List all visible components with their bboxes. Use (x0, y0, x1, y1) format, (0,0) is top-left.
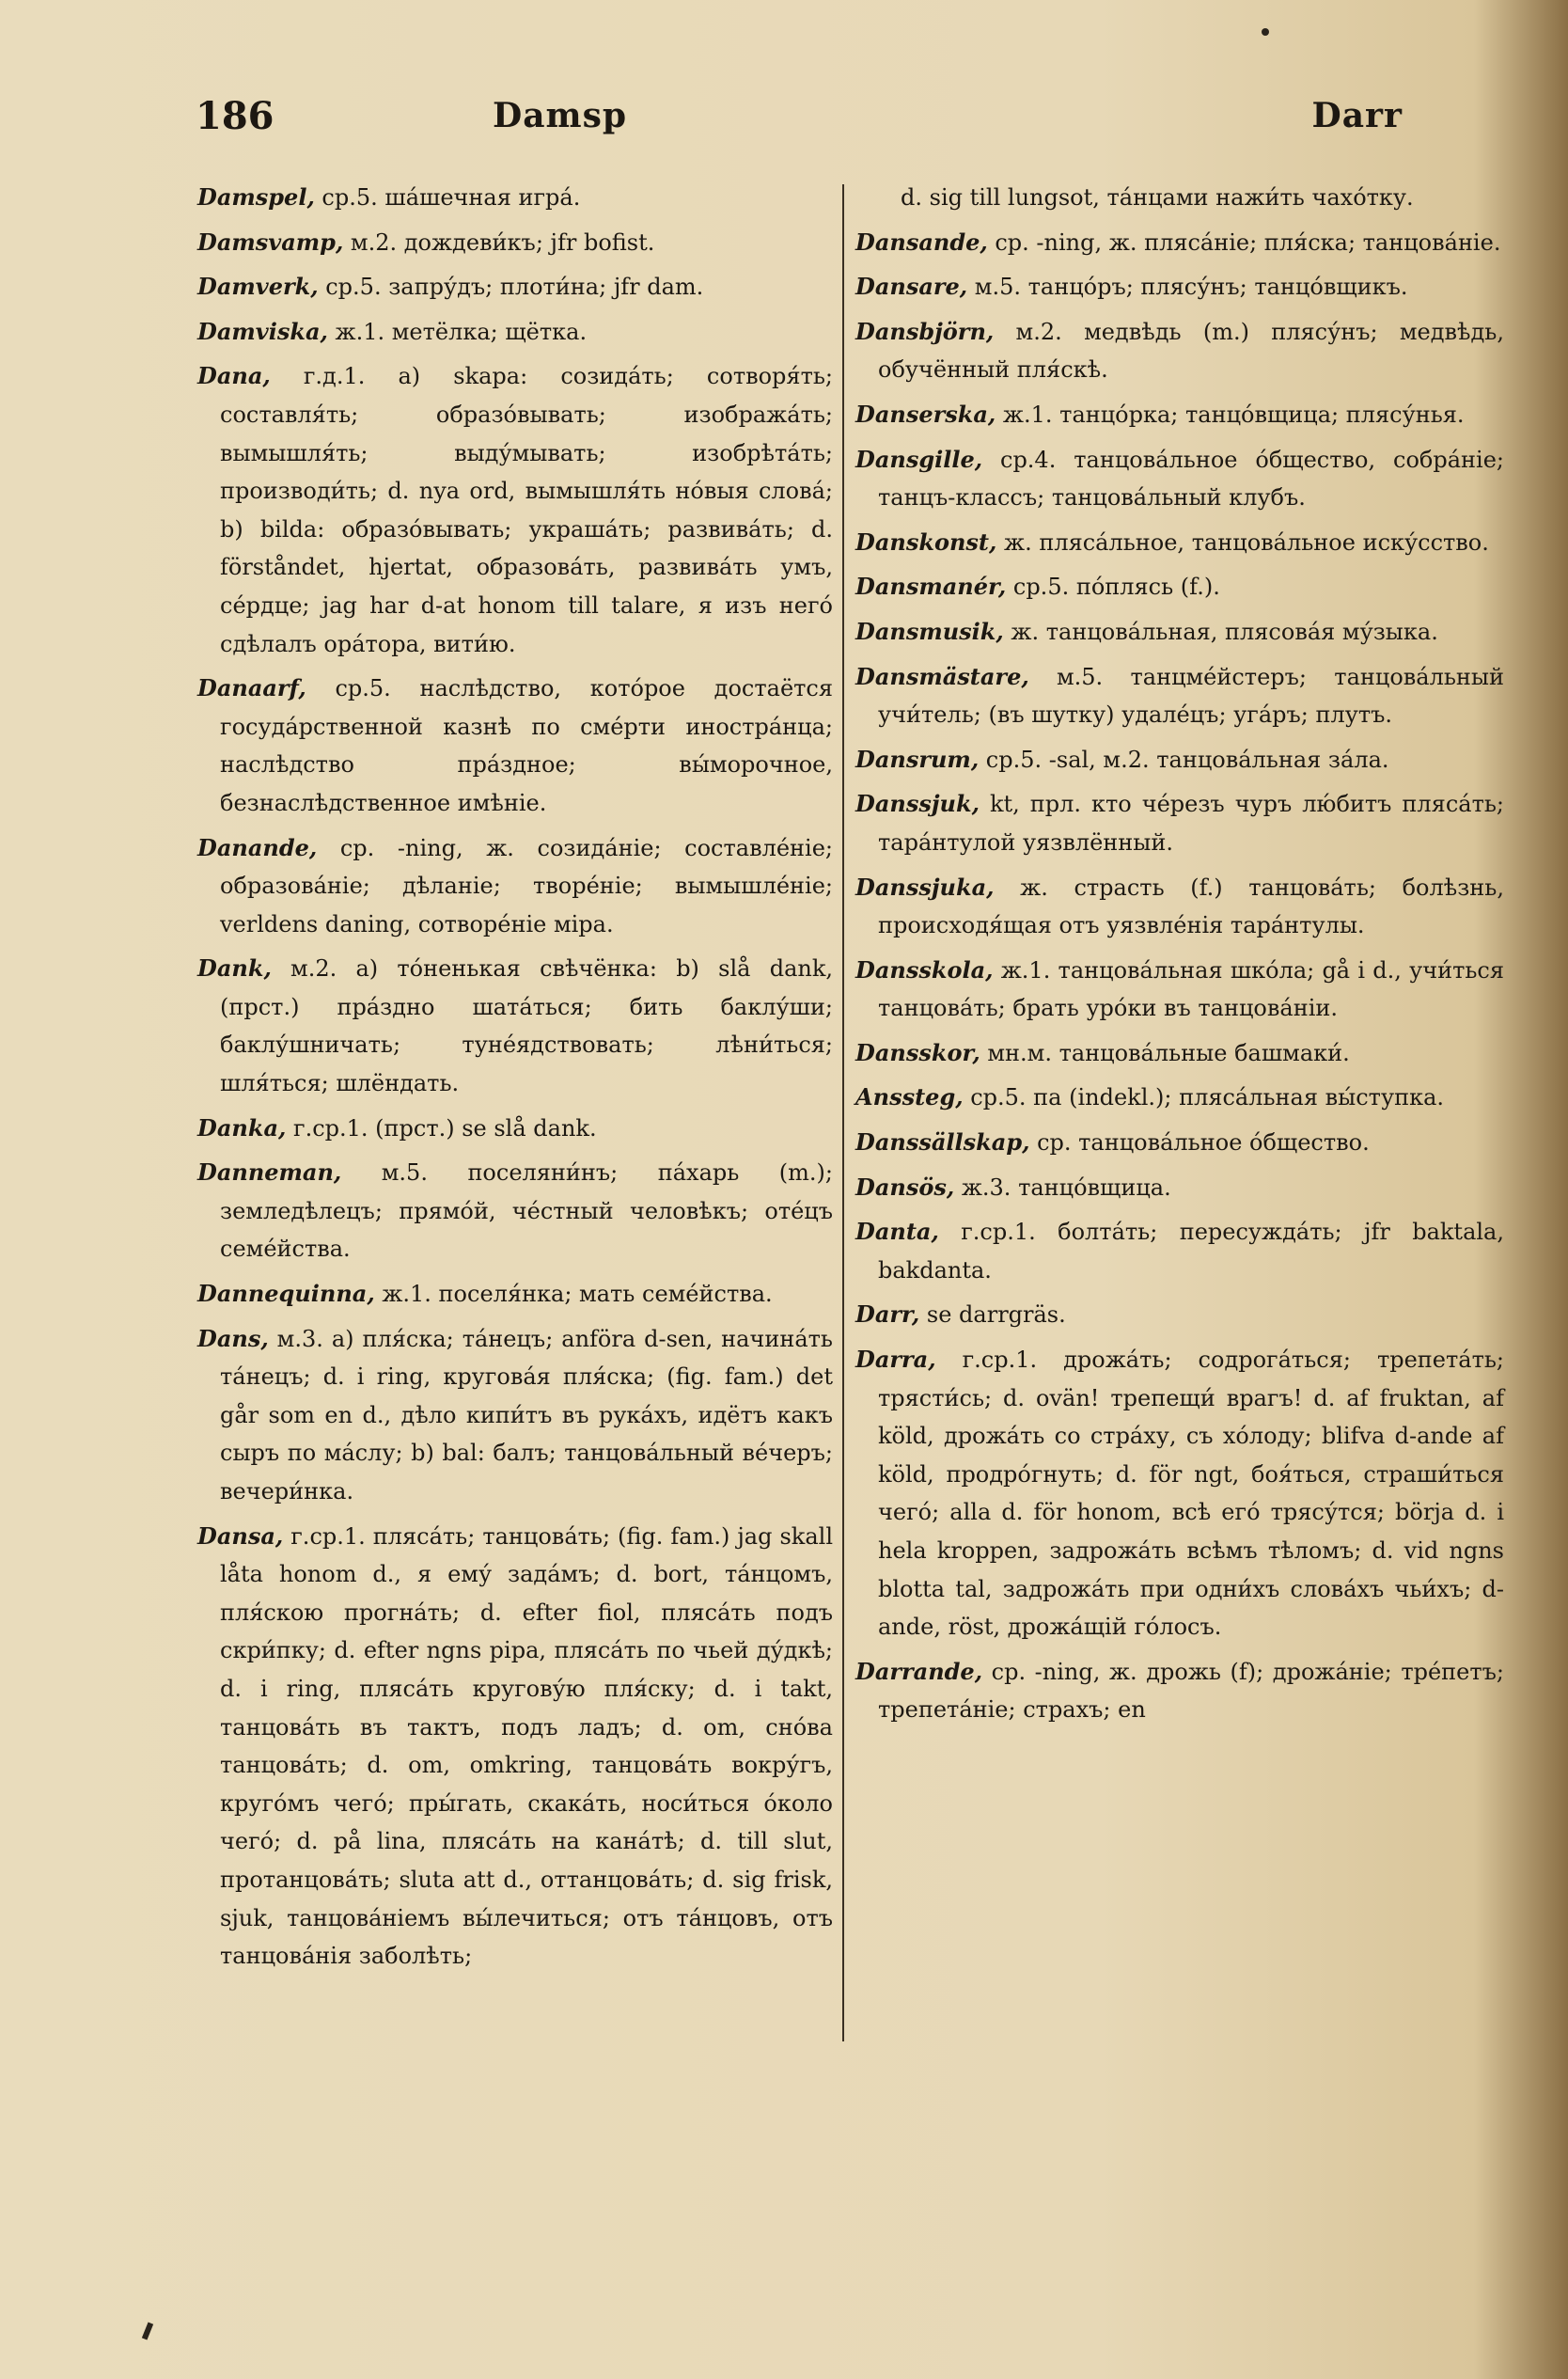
entry-headword: Danta, (855, 1218, 939, 1246)
right-running-headword: Darr (1311, 96, 1403, 135)
right-column (855, 179, 1504, 1736)
entry-headword: Dansande, (855, 228, 988, 256)
entry-headword: Dana, (197, 362, 271, 390)
entry-definition: d. sig till lungsot, та́нцами нажи́ть чахо́тку. (901, 184, 1414, 211)
dictionary-entry (197, 950, 833, 1102)
dictionary-entry (855, 741, 1504, 780)
entry-definition: г.ср.1. пляса́ть; танцова́ть; (fig. fam.) jag skall låta honom d., я ему́ зада́мъ; d. bort, та́нцомъ, пля́скою прогна́ть; d. efter fiol, пляса́ть подъ скри́пку; d. efter ngns pipa, пляса́ть по чьей ду́дкѣ; d. i ring, пляса́ть кругову́ю пля́ску; d. i takt, танцова́ть въ тактъ, подъ ладъ; d. om, сно́ва танцова́ть; d. om, omkring, танцова́ть вокру́гъ, круго́мъ чего́; пры́гать, скака́ть, носи́ться о́коло чего́; d. på lina, пляса́ть на кана́тѣ; d. till slut, протанцова́ть; sluta att d., оттанцова́ть; d. sig frisk, sjuk, танцова́ніемъ вы́лечиться; отъ та́нцовъ, отъ танцова́нія заболѣть; (220, 1522, 833, 1970)
column-divider (842, 184, 844, 2041)
entry-headword: Darrande, (855, 1657, 983, 1685)
entry-definition: г.д.1. a) skapa: созида́ть; сотворя́ть; составля́ть; образо́вывать; изобража́ть; вымышля́ть; выду́мывать; изобрѣта́ть; производи́ть; d. nya ord, вымышля́ть но́выя слова́; b) bilda: образо́вывать; украша́ть; развива́ть; d. förståndet, hjertat, образова́ть, развива́ть умъ, се́рдце; jag har d-at honom till talare, я изъ него́ сдѣлалъ ора́тора, вити́ю. (220, 363, 833, 657)
entry-definition: ж.3. танцо́вщица. (954, 1174, 1171, 1201)
entry-definition: г.ср.1. болта́ть; пересужда́ть; jfr baktala, bakdanta. (878, 1219, 1504, 1284)
entry-headword: Dansrum, (855, 745, 980, 773)
entry-definition: se darrgräs. (919, 1301, 1066, 1329)
dictionary-entry (197, 1320, 833, 1511)
dictionary-entry (855, 268, 1504, 307)
entry-definition: ср.5. па (indekl.); пляса́льная вы́ступка. (963, 1084, 1445, 1111)
entry-headword: Dansmästare, (855, 662, 1029, 690)
entry-headword: Danka, (197, 1113, 287, 1142)
entry-definition: ж. страсть (f.) танцова́ть; болѣзнь, происходя́щая отъ уязвле́нія тара́нтулы. (878, 874, 1504, 939)
dictionary-entry (197, 179, 833, 217)
dictionary-entry (855, 224, 1504, 262)
entry-headword: Dansare, (855, 273, 968, 301)
dictionary-entry (855, 1124, 1504, 1162)
dictionary-entry (197, 829, 833, 944)
dictionary-entry (855, 524, 1504, 562)
entry-definition: ср.5. -sal, м.2. танцова́льная за́ла. (979, 746, 1389, 773)
entry-headword: Dansös, (855, 1173, 955, 1201)
entry-definition: ж.1. танцо́рка; танцо́вщица; плясу́нья. (996, 401, 1465, 428)
entry-headword: Dans, (197, 1324, 269, 1352)
entry-definition: ср.5. ша́шечная игра́. (314, 184, 581, 211)
dictionary-entry (855, 1296, 1504, 1334)
entry-headword: Dansskor, (855, 1038, 980, 1066)
dictionary-entry (855, 1653, 1504, 1729)
left-column (197, 179, 833, 1982)
dictionary-entry (855, 785, 1504, 861)
entry-definition: м.2. дождеви́къ; jfr bofist. (343, 228, 655, 256)
dictionary-entry (197, 357, 833, 663)
entry-definition: kt, прл. кто че́резъ чуръ лю́битъ пляса́ть; тара́нтулой уязвлённый. (878, 791, 1504, 856)
dictionary-entry (855, 869, 1504, 945)
dictionary-entry (855, 1034, 1504, 1073)
page-number: 186 (196, 94, 274, 138)
entry-headword: Damsvamp, (197, 228, 344, 256)
entry-definition: ср.5. наслѣдство, кото́рое достаётся госуда́рственной казнѣ по сме́рти иностра́нца; наслѣдство пра́здное; вы́морочное, безнаслѣдственное имѣніе. (220, 675, 833, 816)
entry-headword: Danskonst, (855, 528, 997, 556)
entry-definition: ж.1. танцова́льная шко́ла; gå i d., учи́ться танцова́ть; брать уро́ки въ танцова́ніи. (878, 956, 1504, 1022)
dictionary-entry (855, 658, 1504, 734)
entry-definition: мн.м. танцова́льные башмаки́. (980, 1039, 1350, 1066)
entry-headword: Dansmusik, (855, 617, 1004, 645)
entry-headword: Danneman, (197, 1158, 342, 1187)
entry-definition: ср. танцова́льное о́бщество. (1029, 1129, 1370, 1157)
dictionary-entry (855, 613, 1504, 652)
entry-headword: Danaarf, (197, 674, 306, 702)
ink-spot (1262, 28, 1269, 36)
entry-definition: ср.5. по́плясь (f.). (1006, 574, 1220, 601)
entry-definition: ж.1. поселя́нка; мать семе́йства. (374, 1281, 773, 1308)
entry-definition: ж. танцова́льная, плясова́я му́зыка. (1003, 618, 1438, 645)
entry-headword: Danserska, (855, 400, 996, 428)
entry-headword: Dansbjörn, (855, 317, 995, 345)
dictionary-entry (197, 1110, 833, 1148)
entry-headword: Anssteg, (855, 1083, 964, 1111)
dictionary-entry (197, 670, 833, 822)
left-running-headword: Damsp (493, 96, 628, 135)
entry-headword: Damverk, (197, 273, 319, 301)
entry-definition: м.3. a) пля́ска; та́нецъ; anföra d-sen, начина́ть та́нецъ; d. i ring, кругова́я пля́ска; (fig. fam.) det går som en d., дѣло кипи́тъ въ рука́хъ, идётъ какъ сыръ по ма́слу; b) bal: балъ; танцова́льный ве́черъ; вечери́нка. (220, 1325, 833, 1505)
dictionary-entry (855, 1079, 1504, 1117)
dictionary-entry (197, 313, 833, 352)
entry-headword: Darra, (855, 1346, 936, 1374)
entry-headword: Danssällskap, (855, 1128, 1030, 1157)
dictionary-entry (855, 441, 1504, 517)
entry-headword: Danssjuk, (855, 790, 980, 818)
entry-definition: г.ср.1. (прст.) se slå dank. (286, 1114, 597, 1142)
entry-definition: ср.5. запру́дъ; плоти́на; jfr dam. (318, 274, 704, 301)
entry-definition: г.ср.1. дрожа́ть; содрога́ться; трепета́ть; трясти́сь; d. ovän! трепещи́ врагъ! d. af fruktan, af köld, дрожа́ть со стра́ху, съ хо́лоду; blifva d-ande af köld, продро́гнуть; d. för ngt, боя́ться, страши́ться чего́; alla d. för honom, всѣ его́ трясу́тся; börja d. i hela kroppen, задрожа́ть всѣмъ тѣломъ; d. vid ngns blotta tal, задрожа́ть при одни́хъ слова́хъ чьи́хъ; d-ande, röst, дрожа́щій го́лосъ. (878, 1347, 1504, 1641)
entry-definition: ж.1. метёлка; щётка. (327, 318, 588, 345)
entry-definition: ср. -ning, ж. созида́ніе; составле́ніе; образова́ніе; дѣланіе; творе́ніе; вымышле́ніе; verldens daning, сотворе́ніе міра. (220, 834, 833, 937)
entry-headword: Damviska, (197, 317, 328, 345)
dictionary-entry (197, 1154, 833, 1268)
dictionary-entry (855, 396, 1504, 434)
entry-definition: м.2. медвѣдь (m.) плясу́нъ; медвѣдь, обучённый пля́скѣ. (878, 318, 1504, 384)
entry-headword: Dansskola, (855, 955, 994, 984)
dictionary-entry (855, 1341, 1504, 1646)
entry-headword: Danssjuka, (855, 873, 995, 901)
entry-headword: Dank, (197, 954, 272, 983)
dictionary-entry (197, 268, 833, 307)
entry-headword: Dansa, (197, 1521, 284, 1550)
entry-definition: м.5. танцме́йстеръ; танцова́льный учи́тель; (въ шутку) удале́цъ; уга́ръ; плутъ. (878, 663, 1504, 729)
entry-headword: Dansgille, (855, 445, 983, 473)
entry-definition: м.5. поселяни́нъ; па́харь (m.); земледѣлецъ; прямо́й, че́стный человѣкъ; оте́цъ семе́йства. (220, 1159, 833, 1263)
ink-mark (142, 2323, 153, 2340)
dictionary-entry (855, 179, 1504, 217)
dictionary-entry (855, 313, 1504, 389)
dictionary-entry (855, 952, 1504, 1028)
entry-headword: Danande, (197, 833, 318, 861)
entry-definition: ср.4. танцова́льное о́бщество, собра́ніе; танцъ-классъ; танцова́льный клубъ. (878, 446, 1504, 512)
entry-headword: Dannequinna, (197, 1280, 375, 1308)
entry-definition: ж. пляса́льное, танцова́льное иску́сство. (996, 528, 1489, 556)
page-header (196, 94, 1403, 141)
dictionary-entry (855, 568, 1504, 607)
dictionary-entry (197, 1518, 833, 1976)
entry-headword: Darr, (855, 1300, 920, 1329)
dictionary-entry (197, 224, 833, 262)
entry-headword: Damspel, (197, 183, 315, 211)
dictionary-entry (855, 1213, 1504, 1289)
entry-definition: м.5. танцо́ръ; плясу́нъ; танцо́вщикъ. (967, 274, 1408, 301)
entry-definition: ср. -ning, ж. дрожь (f); дрожа́ніе; тре́петъ; трепета́ніе; страхъ; en (878, 1658, 1504, 1724)
dictionary-entry (197, 1275, 833, 1314)
entry-definition: м.2. a) то́ненькая свѣчёнка: b) slå dank, (прст.) пра́здно шата́ться; бить баклу́ши; баклу́шничать; туне́ядствовать; лѣни́ться; шля́ться; шлёндать. (220, 955, 833, 1097)
entry-headword: Dansmanér, (855, 573, 1007, 601)
entry-definition: ср. -ning, ж. пляса́ніе; пля́ска; танцова́ніе. (987, 228, 1501, 256)
dictionary-entry (855, 1169, 1504, 1207)
